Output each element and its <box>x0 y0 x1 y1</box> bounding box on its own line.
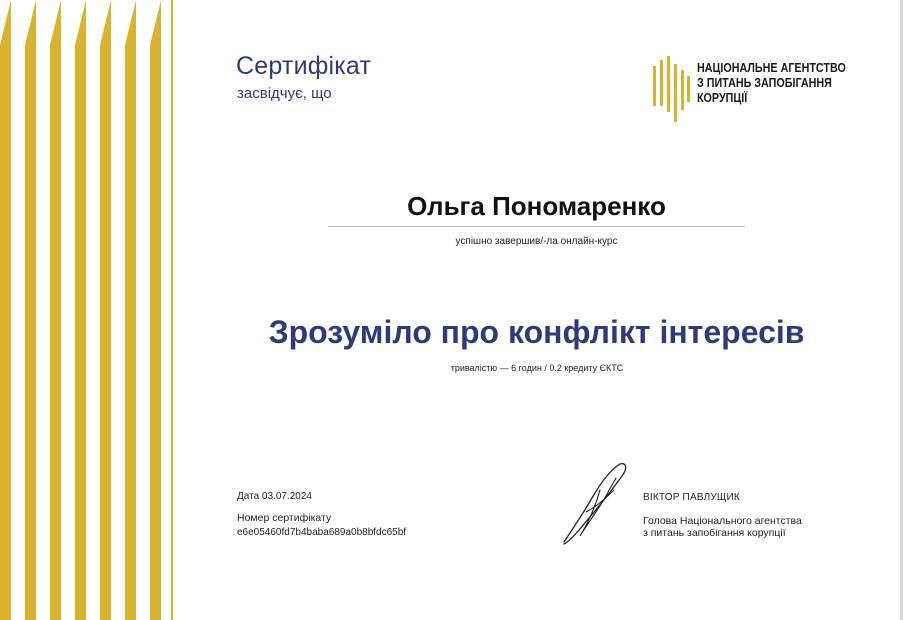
certificate-title: Сертифікат <box>236 52 372 80</box>
course-duration: тривалістю — 6 годин / 0.2 кредиту ЄКТС <box>450 363 624 373</box>
gold-stripe <box>75 0 86 620</box>
name-underline <box>328 226 745 227</box>
gold-stripe <box>50 0 61 620</box>
certificate-number-label: Номер сертифікату <box>237 512 332 524</box>
signer-name: ВІКТОР ПАВЛУЩИК <box>643 492 740 503</box>
certificate-number-value: e6e05460fd7b4baba689a0b8bfdc65bf <box>237 527 407 538</box>
issue-date: Дата 03.07.2024 <box>237 491 312 502</box>
gold-stripe <box>100 0 111 620</box>
nazk-logo-icon <box>651 56 691 122</box>
organization-name <box>697 61 846 106</box>
recipient-name: Ольга Пономаренко <box>407 191 666 221</box>
decorative-gold-stripes <box>0 0 175 620</box>
signer-title-line: Голова Національного агентства <box>643 515 802 527</box>
gold-stripe <box>0 0 11 620</box>
organization-name-line: КОРУПЦІЇ <box>697 91 748 105</box>
certificate-subtitle: засвідчує, що <box>237 85 332 102</box>
signer-title <box>643 515 802 539</box>
course-title: Зрозуміло про конфлікт інтересів <box>268 314 805 350</box>
signature-icon <box>556 460 636 550</box>
signer-title-line: з питань запобігання корупції <box>643 527 786 539</box>
gold-border-line <box>171 0 173 620</box>
organization-name-line: НАЦІОНАЛЬНЕ АГЕНТСТВО <box>697 61 846 75</box>
organization-name-line: З ПИТАНЬ ЗАПОБІГАННЯ <box>697 76 832 90</box>
gold-stripe <box>150 0 161 620</box>
stripe-group <box>0 0 173 620</box>
gold-stripe <box>25 0 36 620</box>
gold-stripe <box>125 0 136 620</box>
completed-course-text: успішно завершив/-ла онлайн-курс <box>455 236 618 247</box>
